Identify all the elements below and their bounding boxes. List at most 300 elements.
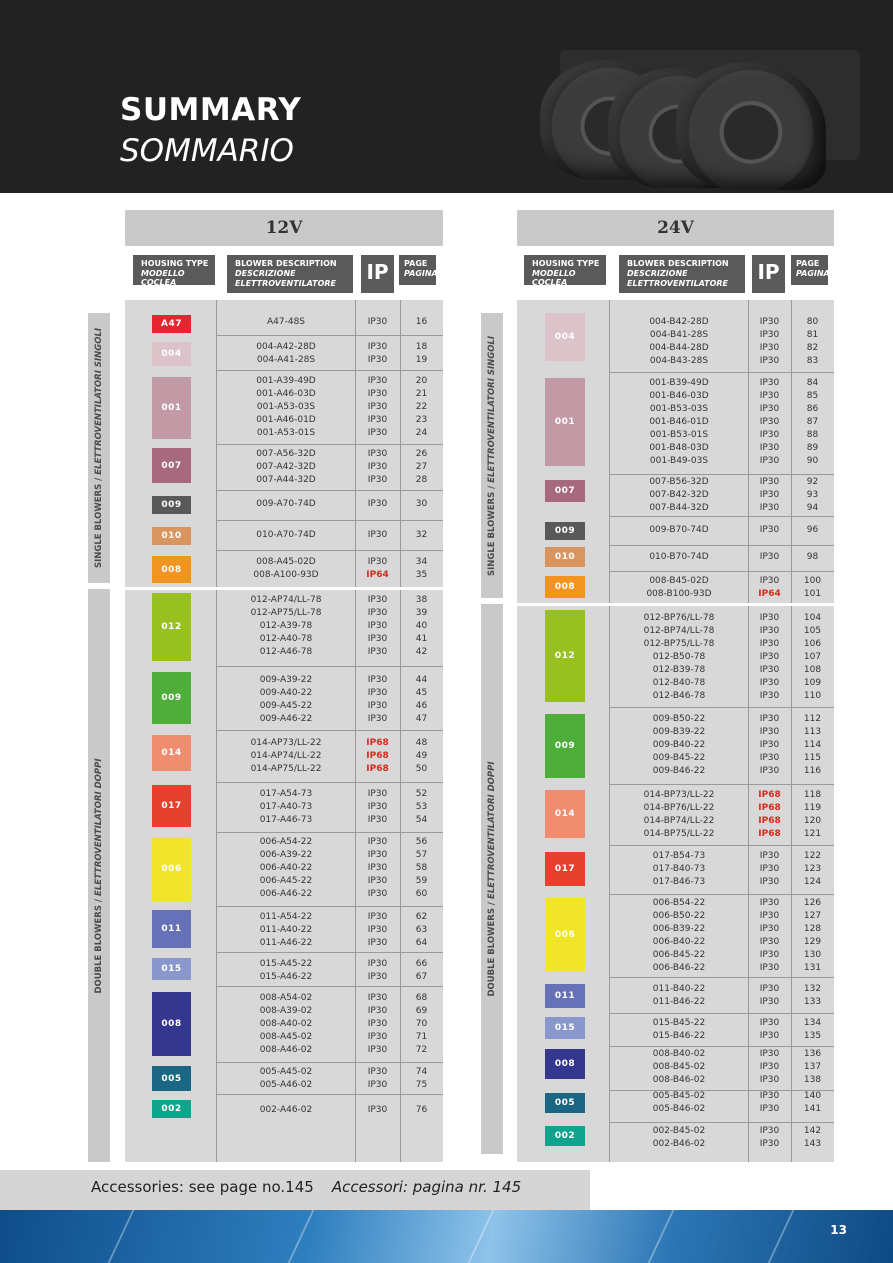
blower-description: 017-A54-73 — [259, 789, 313, 799]
ip-rating-list — [355, 674, 400, 726]
blower-description-list — [609, 524, 749, 537]
page-reference: 122 — [803, 851, 822, 861]
blower-description: 007-B42-32D — [649, 490, 709, 500]
page-reference-list — [791, 983, 834, 1009]
page-reference: 59 — [415, 876, 428, 886]
page-reference: 32 — [415, 530, 428, 540]
blower-description: 002-A46-02 — [259, 1105, 313, 1115]
blower-description: 014-BP75/LL-22 — [643, 829, 715, 839]
ip-rating: IP68 — [366, 738, 389, 748]
ip-rating: IP30 — [367, 355, 388, 365]
ip-rating: IP68 — [366, 764, 389, 774]
blower-description: 005-A46-02 — [259, 1080, 313, 1090]
housing-type-swatch: 011 — [152, 910, 191, 948]
page-reference-list — [791, 897, 834, 975]
single-blowers-label: SINGLE BLOWERS / ELETTROVENTILATORI SINGOLI — [88, 313, 110, 583]
page-reference: 84 — [806, 378, 819, 388]
page-reference: 123 — [803, 864, 822, 874]
voltage-header: 12V — [125, 210, 443, 246]
ip-rating: IP68 — [758, 829, 781, 839]
page-reference: 23 — [415, 415, 428, 425]
ip-rating: IP30 — [759, 503, 780, 513]
page-reference-list — [791, 850, 834, 889]
page-reference: 54 — [415, 815, 428, 825]
blower-description: 012-B50-78 — [652, 652, 706, 662]
housing-type-swatch: 015 — [545, 1017, 585, 1039]
page-reference: 41 — [415, 634, 428, 644]
blower-description-list — [217, 529, 355, 542]
ip-rating: IP30 — [367, 850, 388, 860]
page-reference-list — [400, 836, 443, 901]
page-reference: 71 — [415, 1032, 428, 1042]
housing-type-swatch: 009 — [545, 714, 585, 778]
page-reference: 85 — [806, 391, 819, 401]
ip-rating: IP30 — [759, 1031, 780, 1041]
housing-type-swatch: A47 — [152, 315, 191, 333]
blower-description-list — [609, 1125, 749, 1151]
blower-description: 008-A45-02D — [256, 557, 316, 567]
ip-rating: IP30 — [367, 863, 388, 873]
ip-rating: IP30 — [367, 701, 388, 711]
ip-rating: IP30 — [759, 665, 780, 675]
blower-description: 002-B46-02 — [652, 1139, 706, 1149]
page-reference: 105 — [803, 626, 822, 636]
ip-rating: IP30 — [759, 1049, 780, 1059]
ip-rating: IP30 — [367, 889, 388, 899]
ip-rating: IP64 — [366, 570, 389, 580]
blower-description: 009-A46-22 — [259, 714, 313, 724]
blower-description: 001-A46-03D — [256, 389, 316, 399]
ip-rating: IP30 — [367, 802, 388, 812]
page-reference: 109 — [803, 678, 822, 688]
housing-type-swatch: 002 — [152, 1100, 191, 1118]
page-reference: 64 — [415, 938, 428, 948]
ip-rating-list — [748, 850, 791, 889]
blower-description-list — [609, 1017, 749, 1043]
ip-rating: IP30 — [759, 1139, 780, 1149]
blower-description-list — [217, 556, 355, 582]
blower-description: 010-A70-74D — [256, 530, 316, 540]
blower-description: 007-A56-32D — [256, 449, 316, 459]
blower-description: 011-B40-22 — [652, 984, 706, 994]
housing-type-swatch: 012 — [545, 610, 585, 702]
ip-rating: IP30 — [759, 404, 780, 414]
blower-description: 014-AP73/LL-22 — [250, 738, 322, 748]
blower-description: 001-A46-01D — [256, 415, 316, 425]
page-reference: 134 — [803, 1018, 822, 1028]
page-subtitle: SOMMARIO — [120, 133, 294, 169]
ip-header: IP — [752, 255, 785, 293]
page-reference: 70 — [415, 1019, 428, 1029]
ip-rating: IP30 — [759, 911, 780, 921]
ip-rating-list — [355, 529, 400, 542]
blower-description: 008-A54-02 — [259, 993, 313, 1003]
housing-type-swatch: 002 — [545, 1126, 585, 1146]
ip-rating-list — [748, 1090, 791, 1116]
ip-rating: IP30 — [367, 415, 388, 425]
blower-description: A47-48S — [266, 317, 306, 327]
ip-rating: IP30 — [759, 443, 780, 453]
blower-description: 008-B45-02 — [652, 1062, 706, 1072]
page-reference: 20 — [415, 376, 428, 386]
ip-rating-list — [355, 448, 400, 487]
housing-type-swatch: 004 — [545, 313, 585, 361]
ip-rating: IP30 — [367, 1032, 388, 1042]
ip-rating: IP30 — [367, 815, 388, 825]
ip-rating: IP30 — [367, 876, 388, 886]
blower-description: 006-A54-22 — [259, 837, 313, 847]
ip-rating: IP30 — [367, 317, 388, 327]
housing-type-swatch: 001 — [152, 377, 191, 439]
ip-rating: IP30 — [367, 449, 388, 459]
blower-description: 012-AP74/LL-78 — [250, 595, 322, 605]
blower-description: 014-AP74/LL-22 — [250, 751, 322, 761]
ip-rating: IP30 — [367, 462, 388, 472]
page-reference-list — [400, 498, 443, 511]
ip-rating: IP30 — [759, 691, 780, 701]
blower-description: 004-B43-28S — [649, 356, 709, 366]
blower-description: 008-A40-02 — [259, 1019, 313, 1029]
page-reference: 112 — [803, 714, 822, 724]
ip-rating: IP30 — [759, 378, 780, 388]
blower-description: 012-B46-78 — [652, 691, 706, 701]
page-reference: 108 — [803, 665, 822, 675]
blower-description: 006-A40-22 — [259, 863, 313, 873]
ip-rating: IP30 — [759, 430, 780, 440]
page-reference: 124 — [803, 877, 822, 887]
housing-type-swatch: 017 — [545, 852, 585, 886]
blower-description: 004-B41-28S — [649, 330, 709, 340]
page-reference: 115 — [803, 753, 822, 763]
ip-rating: IP30 — [367, 530, 388, 540]
blower-description: 012-AP75/LL-78 — [250, 608, 322, 618]
housing-type-swatch: 006 — [545, 898, 585, 972]
page-reference: 94 — [806, 503, 819, 513]
ip-rating: IP30 — [759, 1018, 780, 1028]
page-reference: 86 — [806, 404, 819, 414]
housing-type-swatch: 015 — [152, 958, 191, 980]
blower-description-list — [217, 594, 355, 659]
blower-description-list — [217, 341, 355, 367]
ip-rating: IP68 — [758, 790, 781, 800]
page-reference: 48 — [415, 738, 428, 748]
ip-rating: IP64 — [758, 589, 781, 599]
ip-rating: IP30 — [759, 317, 780, 327]
blower-description: 006-A46-22 — [259, 889, 313, 899]
blower-description: 012-B39-78 — [652, 665, 706, 675]
page-reference-list — [791, 377, 834, 468]
page-reference: 129 — [803, 937, 822, 947]
page-reference: 121 — [803, 829, 822, 839]
page-reference-list — [400, 556, 443, 582]
blower-description: 012-A39-78 — [259, 621, 313, 631]
blower-description: 015-B46-22 — [652, 1031, 706, 1041]
ip-rating: IP30 — [759, 924, 780, 934]
ip-rating-list — [748, 575, 791, 601]
ip-rating-list — [355, 341, 400, 367]
ip-rating-list — [355, 992, 400, 1057]
page-reference: 58 — [415, 863, 428, 873]
page-reference: 140 — [803, 1091, 822, 1101]
page-reference: 116 — [803, 766, 822, 776]
ip-rating: IP30 — [367, 1080, 388, 1090]
page-reference: 126 — [803, 898, 822, 908]
page-reference-list — [400, 737, 443, 776]
ip-rating: IP30 — [367, 1067, 388, 1077]
ip-rating: IP30 — [367, 389, 388, 399]
ip-rating: IP30 — [759, 727, 780, 737]
blower-description-list — [217, 375, 355, 440]
blower-description-list — [217, 498, 355, 511]
ip-rating: IP68 — [758, 803, 781, 813]
ip-rating-list — [748, 1048, 791, 1087]
page-reference: 87 — [806, 417, 819, 427]
double-blowers-label: DOUBLE BLOWERS / ELETTROVENTILATORI DOPPI — [88, 589, 110, 1162]
blower-description-list — [217, 836, 355, 901]
bottom-decor-band — [0, 1210, 893, 1263]
page-reference: 142 — [803, 1126, 822, 1136]
page-reference: 22 — [415, 402, 428, 412]
page-reference: 34 — [415, 557, 428, 567]
blower-description: 006-B54-22 — [652, 898, 706, 908]
blower-description: 001-B49-03S — [649, 456, 709, 466]
page-reference: 50 — [415, 764, 428, 774]
page-reference: 98 — [806, 552, 819, 562]
blower-description-list — [217, 992, 355, 1057]
ip-rating-list — [355, 1104, 400, 1117]
blower-description: 004-A41-28S — [256, 355, 316, 365]
blower-description: 015-B45-22 — [652, 1018, 706, 1028]
ip-rating: IP68 — [758, 816, 781, 826]
blower-description: 004-A42-28D — [256, 342, 316, 352]
blower-description-list — [609, 713, 749, 778]
page-reference-list — [400, 448, 443, 487]
ip-rating: IP30 — [759, 456, 780, 466]
housing-type-header: HOUSING TYPE MODELLO COCLEA — [133, 255, 215, 285]
blower-description: 009-B45-22 — [652, 753, 706, 763]
ip-rating-list — [748, 789, 791, 841]
ip-rating: IP30 — [759, 678, 780, 688]
page-reference-list — [400, 1066, 443, 1092]
page-reference: 114 — [803, 740, 822, 750]
accessories-note: Accessories: see page no.145 Accessori: pagina nr. 145 — [91, 1178, 522, 1196]
page-reference: 24 — [415, 428, 428, 438]
ip-rating: IP30 — [759, 356, 780, 366]
ip-rating-list — [355, 1066, 400, 1092]
page-reference: 49 — [415, 751, 428, 761]
page-reference: 30 — [415, 499, 428, 509]
blower-description-list — [609, 1048, 749, 1087]
blower-description-list — [609, 575, 749, 601]
blower-description: 006-B40-22 — [652, 937, 706, 947]
ip-rating-list — [748, 377, 791, 468]
ip-rating: IP30 — [367, 1045, 388, 1055]
blower-description: 005-B45-02 — [652, 1091, 706, 1101]
page-reference: 56 — [415, 837, 428, 847]
page-reference: 45 — [415, 688, 428, 698]
page-reference-list — [791, 524, 834, 537]
page-header: PAGE PAGINA — [399, 255, 436, 285]
page-reference-list — [400, 992, 443, 1057]
page-reference-list — [791, 1090, 834, 1116]
ip-rating: IP30 — [759, 330, 780, 340]
page-reference: 39 — [415, 608, 428, 618]
ip-rating: IP30 — [367, 912, 388, 922]
ip-rating: IP30 — [367, 342, 388, 352]
page-reference-list — [400, 788, 443, 827]
page-reference: 136 — [803, 1049, 822, 1059]
page-reference: 60 — [415, 889, 428, 899]
ip-rating: IP30 — [367, 925, 388, 935]
page-reference: 52 — [415, 789, 428, 799]
page-reference-list — [791, 1125, 834, 1151]
page-reference: 138 — [803, 1075, 822, 1085]
page-reference-list — [791, 789, 834, 841]
ip-rating: IP30 — [759, 740, 780, 750]
ip-rating: IP30 — [367, 475, 388, 485]
blower-description: 001-B53-03S — [649, 404, 709, 414]
page-reference: 133 — [803, 997, 822, 1007]
ip-rating: IP30 — [759, 417, 780, 427]
blower-description: 004-B44-28D — [649, 343, 709, 353]
page-reference-list — [791, 476, 834, 515]
blower-description-list — [217, 958, 355, 984]
blower-description-list — [609, 983, 749, 1009]
blower-description: 014-BP76/LL-22 — [643, 803, 715, 813]
blower-description: 009-B40-22 — [652, 740, 706, 750]
ip-rating: IP30 — [759, 937, 780, 947]
page-reference: 132 — [803, 984, 822, 994]
blower-description: 008-A45-02 — [259, 1032, 313, 1042]
blower-description-list — [609, 551, 749, 564]
blower-description-list — [609, 612, 749, 703]
ip-rating-list — [748, 524, 791, 537]
page-reference: 141 — [803, 1104, 822, 1114]
ip-rating: IP30 — [367, 1006, 388, 1016]
ip-rating: IP30 — [367, 634, 388, 644]
blower-description: 009-B50-22 — [652, 714, 706, 724]
blower-description-list — [217, 1066, 355, 1092]
blower-description: 008-A39-02 — [259, 1006, 313, 1016]
page-reference: 46 — [415, 701, 428, 711]
blower-description: 001-A39-49D — [256, 376, 316, 386]
page-reference: 74 — [415, 1067, 428, 1077]
blower-description: 010-B70-74D — [649, 552, 709, 562]
page-reference-list — [791, 1048, 834, 1087]
blower-description: 012-A40-78 — [259, 634, 313, 644]
blower-description: 002-B45-02 — [652, 1126, 706, 1136]
page-reference: 90 — [806, 456, 819, 466]
single-blowers-label: SINGLE BLOWERS / ELETTROVENTILATORI SINGOLI — [481, 313, 503, 598]
page-reference: 53 — [415, 802, 428, 812]
blower-description: 012-B40-78 — [652, 678, 706, 688]
housing-type-swatch: 010 — [545, 547, 585, 567]
page-reference: 75 — [415, 1080, 428, 1090]
ip-rating: IP30 — [367, 688, 388, 698]
page-reference: 106 — [803, 639, 822, 649]
ip-rating: IP30 — [759, 714, 780, 724]
ip-rating: IP30 — [367, 1019, 388, 1029]
housing-type-swatch: 004 — [152, 342, 191, 366]
ip-rating: IP30 — [367, 972, 388, 982]
page-reference: 118 — [803, 790, 822, 800]
page-reference: 76 — [415, 1105, 428, 1115]
page-reference: 28 — [415, 475, 428, 485]
blower-description: 009-A45-22 — [259, 701, 313, 711]
ip-rating: IP30 — [367, 595, 388, 605]
ip-rating-list — [355, 911, 400, 950]
page-reference: 16 — [415, 317, 428, 327]
page-reference: 127 — [803, 911, 822, 921]
ip-rating: IP30 — [367, 428, 388, 438]
housing-type-swatch: 009 — [152, 496, 191, 514]
housing-type-header: HOUSING TYPE MODELLO COCLEA — [524, 255, 606, 285]
housing-type-swatch: 007 — [545, 480, 585, 502]
ip-rating: IP30 — [759, 552, 780, 562]
blower-description: 001-A53-01S — [256, 428, 316, 438]
page-reference: 119 — [803, 803, 822, 813]
page-reference-list — [791, 551, 834, 564]
page-reference: 40 — [415, 621, 428, 631]
blower-description: 007-B44-32D — [649, 503, 709, 513]
page-reference: 92 — [806, 477, 819, 487]
ip-rating: IP30 — [759, 984, 780, 994]
housing-type-swatch: 010 — [152, 527, 191, 545]
blower-description: 008-A46-02 — [259, 1045, 313, 1055]
ip-rating: IP30 — [367, 376, 388, 386]
blower-description: 008-B40-02 — [652, 1049, 706, 1059]
ip-rating: IP30 — [367, 938, 388, 948]
blower-description: 009-B70-74D — [649, 525, 709, 535]
page-reference: 135 — [803, 1031, 822, 1041]
voltage-header: 24V — [517, 210, 834, 246]
ip-rating: IP30 — [759, 898, 780, 908]
blower-description: 015-A45-22 — [259, 959, 313, 969]
page-reference: 110 — [803, 691, 822, 701]
page-reference-list — [400, 674, 443, 726]
ip-rating-list — [748, 713, 791, 778]
blower-description-list — [609, 789, 749, 841]
blower-description-list — [217, 788, 355, 827]
page-reference: 88 — [806, 430, 819, 440]
ip-rating: IP30 — [759, 1062, 780, 1072]
page-reference: 27 — [415, 462, 428, 472]
page-reference: 42 — [415, 647, 428, 657]
ip-rating: IP30 — [759, 391, 780, 401]
blower-description: 001-A53-03S — [256, 402, 316, 412]
page-reference: 69 — [415, 1006, 428, 1016]
page-reference: 19 — [415, 355, 428, 365]
page-reference: 44 — [415, 675, 428, 685]
page-reference-list — [400, 958, 443, 984]
ip-rating: IP30 — [759, 950, 780, 960]
page-title: SUMMARY — [120, 92, 302, 128]
blower-description: 001-B46-03D — [649, 391, 709, 401]
ip-rating: IP30 — [367, 557, 388, 567]
page-number: 13 — [830, 1223, 847, 1237]
blower-description: 017-A46-73 — [259, 815, 313, 825]
page-reference-list — [791, 612, 834, 703]
blower-description: 008-B45-02D — [649, 576, 709, 586]
blower-description-header: BLOWER DESCRIPTION DESCRIZIONE ELETTROVENTILATORE — [619, 255, 745, 293]
header-banner — [0, 0, 893, 193]
ip-rating-list — [748, 983, 791, 1009]
housing-type-swatch: 011 — [545, 984, 585, 1008]
blower-description: 011-A54-22 — [259, 912, 313, 922]
blower-description-list — [217, 911, 355, 950]
ip-rating: IP30 — [759, 1091, 780, 1101]
blower-description: 001-B48-03D — [649, 443, 709, 453]
